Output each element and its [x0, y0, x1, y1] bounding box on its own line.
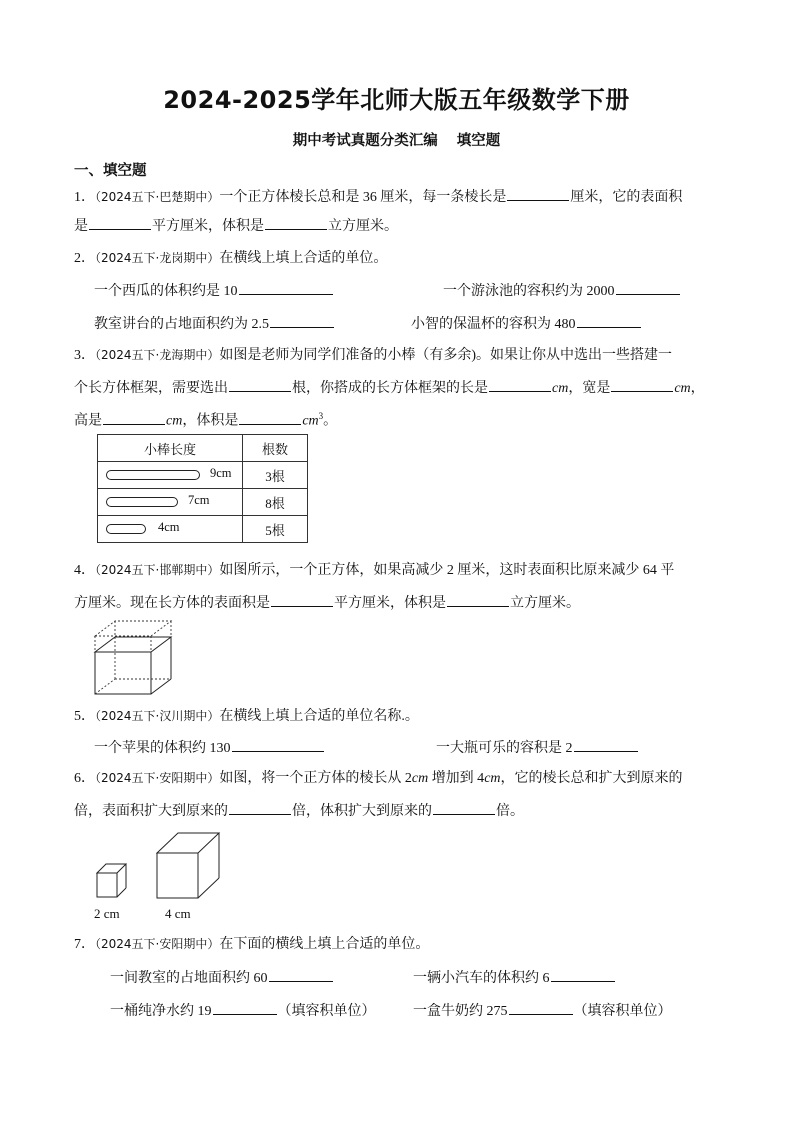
answer-blank[interactable]	[509, 1000, 573, 1015]
table-cell: 8根	[243, 489, 308, 516]
answer-blank[interactable]	[577, 313, 641, 328]
question-number: 4．	[74, 563, 95, 578]
page-subtitle: 期中考试真题分类汇编 填空题	[292, 133, 501, 149]
small-cube-figure	[96, 863, 130, 899]
stick-length-label: 9cm	[210, 466, 232, 480]
unit-text: cm	[484, 771, 501, 786]
table-cell: 3根	[243, 462, 308, 489]
stick-length-label: 4cm	[158, 520, 180, 534]
item-note: （填容积单位）	[277, 1004, 376, 1019]
question-5-item-b	[436, 737, 639, 759]
question-4-line-2	[74, 592, 724, 614]
item-text: 小智的保温杯的容积为 480	[411, 317, 576, 332]
question-text: 。	[323, 413, 338, 429]
question-text: 是	[74, 219, 88, 234]
question-7-item-d	[413, 1000, 672, 1022]
question-1-line-2	[74, 215, 724, 237]
answer-blank[interactable]	[239, 410, 301, 425]
answer-blank[interactable]	[265, 215, 327, 230]
table-row	[98, 462, 308, 489]
superscript: 3	[318, 411, 324, 421]
table-row	[98, 489, 308, 516]
table-header-cell: 小棒长度	[98, 435, 243, 462]
question-text: 倍，表面积扩大到原来的	[74, 804, 228, 819]
unit-text: cm	[166, 413, 183, 429]
question-number: 2．	[74, 251, 95, 266]
question-source: （2024五下·邯郸期中）	[95, 563, 220, 577]
answer-blank[interactable]	[269, 967, 333, 982]
question-7-item-a	[110, 967, 334, 989]
question-text: ，宽是	[568, 381, 611, 396]
question-4-line-1	[74, 560, 724, 581]
question-2-item-a	[94, 280, 334, 302]
question-text: 个长方体框架，需要选出	[74, 381, 228, 396]
table-cell	[98, 516, 243, 543]
stick-table	[97, 434, 308, 543]
large-cube-label: 4 cm	[165, 906, 191, 921]
question-text: 倍。	[496, 804, 524, 819]
question-text: 如图，将一个正方体的棱长从 2	[219, 771, 412, 786]
answer-blank[interactable]	[611, 377, 673, 392]
question-number: 7．	[74, 937, 95, 952]
answer-blank[interactable]	[239, 280, 333, 295]
answer-blank[interactable]	[447, 592, 509, 607]
answer-blank[interactable]	[270, 313, 334, 328]
question-2-item-d	[411, 313, 642, 335]
table-cell: 5根	[243, 516, 308, 543]
large-cube-figure	[156, 832, 222, 900]
question-text: 在横线上填上合适的单位。	[219, 251, 388, 266]
question-number: 6．	[74, 771, 95, 786]
question-2-line-1	[74, 248, 724, 269]
table-cell	[98, 489, 243, 516]
question-1-line-1	[74, 186, 724, 208]
question-5-line-1	[74, 706, 724, 727]
unit-text: cm	[674, 381, 691, 396]
table-header-cell: 根数	[243, 435, 308, 462]
item-text: 一盒牛奶约 275	[413, 1004, 508, 1019]
question-5-item-a	[94, 737, 325, 759]
question-text: 平方厘米，体积是	[334, 596, 446, 611]
answer-blank[interactable]	[551, 967, 615, 982]
stick-7cm	[106, 497, 178, 507]
cube-figure	[92, 618, 182, 696]
table-row	[98, 516, 308, 543]
answer-blank[interactable]	[229, 377, 291, 392]
question-number: 3．	[74, 348, 95, 363]
section-heading: 一、填空题	[74, 163, 147, 179]
page-title: 2024-2025学年北师大版五年级数学下册	[163, 86, 630, 114]
question-text: 平方厘米，体积是	[152, 219, 264, 234]
question-text: 倍，体积扩大到原来的	[292, 804, 432, 819]
answer-blank[interactable]	[433, 800, 495, 815]
question-text: 增加到 4	[428, 771, 485, 786]
question-source: （2024五下·汉川期中）	[95, 709, 220, 723]
question-number: 5．	[74, 709, 95, 724]
question-number: 1．	[74, 190, 95, 205]
answer-blank[interactable]	[271, 592, 333, 607]
answer-blank[interactable]	[89, 215, 151, 230]
item-note: （填容积单位）	[573, 1004, 672, 1019]
question-3-line-3	[74, 406, 724, 432]
answer-blank[interactable]	[616, 280, 680, 295]
question-7-item-c	[110, 1000, 376, 1022]
answer-blank[interactable]	[232, 737, 324, 752]
answer-blank[interactable]	[574, 737, 638, 752]
item-text: 一大瓶可乐的容积是 2	[436, 741, 573, 756]
question-source: （2024五下·安阳期中）	[95, 771, 220, 785]
question-text: ，	[690, 381, 705, 396]
question-text: 在横线上填上合适的单位名称.。	[219, 709, 419, 724]
question-text: 高是	[74, 413, 102, 429]
question-text: 方厘米。现在长方体的表面积是	[74, 596, 270, 611]
question-text: 一个正方体棱长总和是 36 厘米，每一条棱长是	[219, 190, 507, 205]
answer-blank[interactable]	[507, 186, 569, 201]
answer-blank[interactable]	[229, 800, 291, 815]
question-text: 立方厘米。	[510, 596, 580, 611]
question-text: 如图是老师为同学们准备的小棒（有多余)。如果让你从中选出一些搭建一	[219, 348, 673, 363]
question-6-line-1	[74, 768, 724, 789]
question-source: （2024五下·安阳期中）	[95, 937, 220, 951]
question-text: 如图所示，一个正方体，如果高减少 2 厘米，这时表面积比原来减少 64 平	[219, 563, 675, 578]
answer-blank[interactable]	[489, 377, 551, 392]
question-text: ，它的棱长总和扩大到原来的	[500, 771, 683, 786]
unit-text: cm	[411, 771, 429, 786]
unit-text: cm	[552, 381, 569, 396]
stick-9cm	[106, 470, 200, 480]
question-3-line-1	[74, 345, 724, 366]
stick-length-label: 7cm	[188, 493, 210, 507]
question-text: 在下面的横线上填上合适的单位。	[219, 937, 430, 952]
question-text: 厘米，它的表面积	[570, 190, 683, 205]
question-2-item-c	[94, 313, 335, 335]
table-cell	[98, 462, 243, 489]
question-7-item-b	[413, 967, 616, 989]
question-2-item-b	[443, 280, 681, 302]
item-text: 一个西瓜的体积约是 10	[94, 284, 238, 299]
item-text: 一间教室的占地面积约 60	[110, 971, 268, 986]
question-source: （2024五下·龙海期中）	[95, 348, 220, 362]
item-text: 一个苹果的体积约 130	[94, 741, 231, 756]
small-cube-label: 2 cm	[94, 906, 120, 921]
item-text: 一辆小汽车的体积约 6	[413, 971, 550, 986]
unit-text: cm	[302, 413, 319, 429]
question-6-line-2	[74, 800, 724, 822]
stick-4cm	[106, 524, 146, 534]
question-text: ，体积是	[182, 413, 239, 429]
item-text: 一桶纯净水约 19	[110, 1004, 212, 1019]
question-source: （2024五下·龙岗期中）	[95, 251, 220, 265]
table-header-row	[98, 435, 308, 462]
answer-blank[interactable]	[213, 1000, 277, 1015]
question-text: 根，你搭成的长方体框架的长是	[292, 381, 488, 396]
question-text: 立方厘米。	[328, 219, 398, 234]
question-3-line-2	[74, 377, 724, 399]
question-7-line-1	[74, 934, 724, 955]
question-source: （2024五下·巴楚期中）	[95, 190, 220, 204]
answer-blank[interactable]	[103, 410, 165, 425]
item-text: 一个游泳池的容积约为 2000	[443, 284, 615, 299]
item-text: 教室讲台的占地面积约为 2.5	[94, 317, 269, 332]
